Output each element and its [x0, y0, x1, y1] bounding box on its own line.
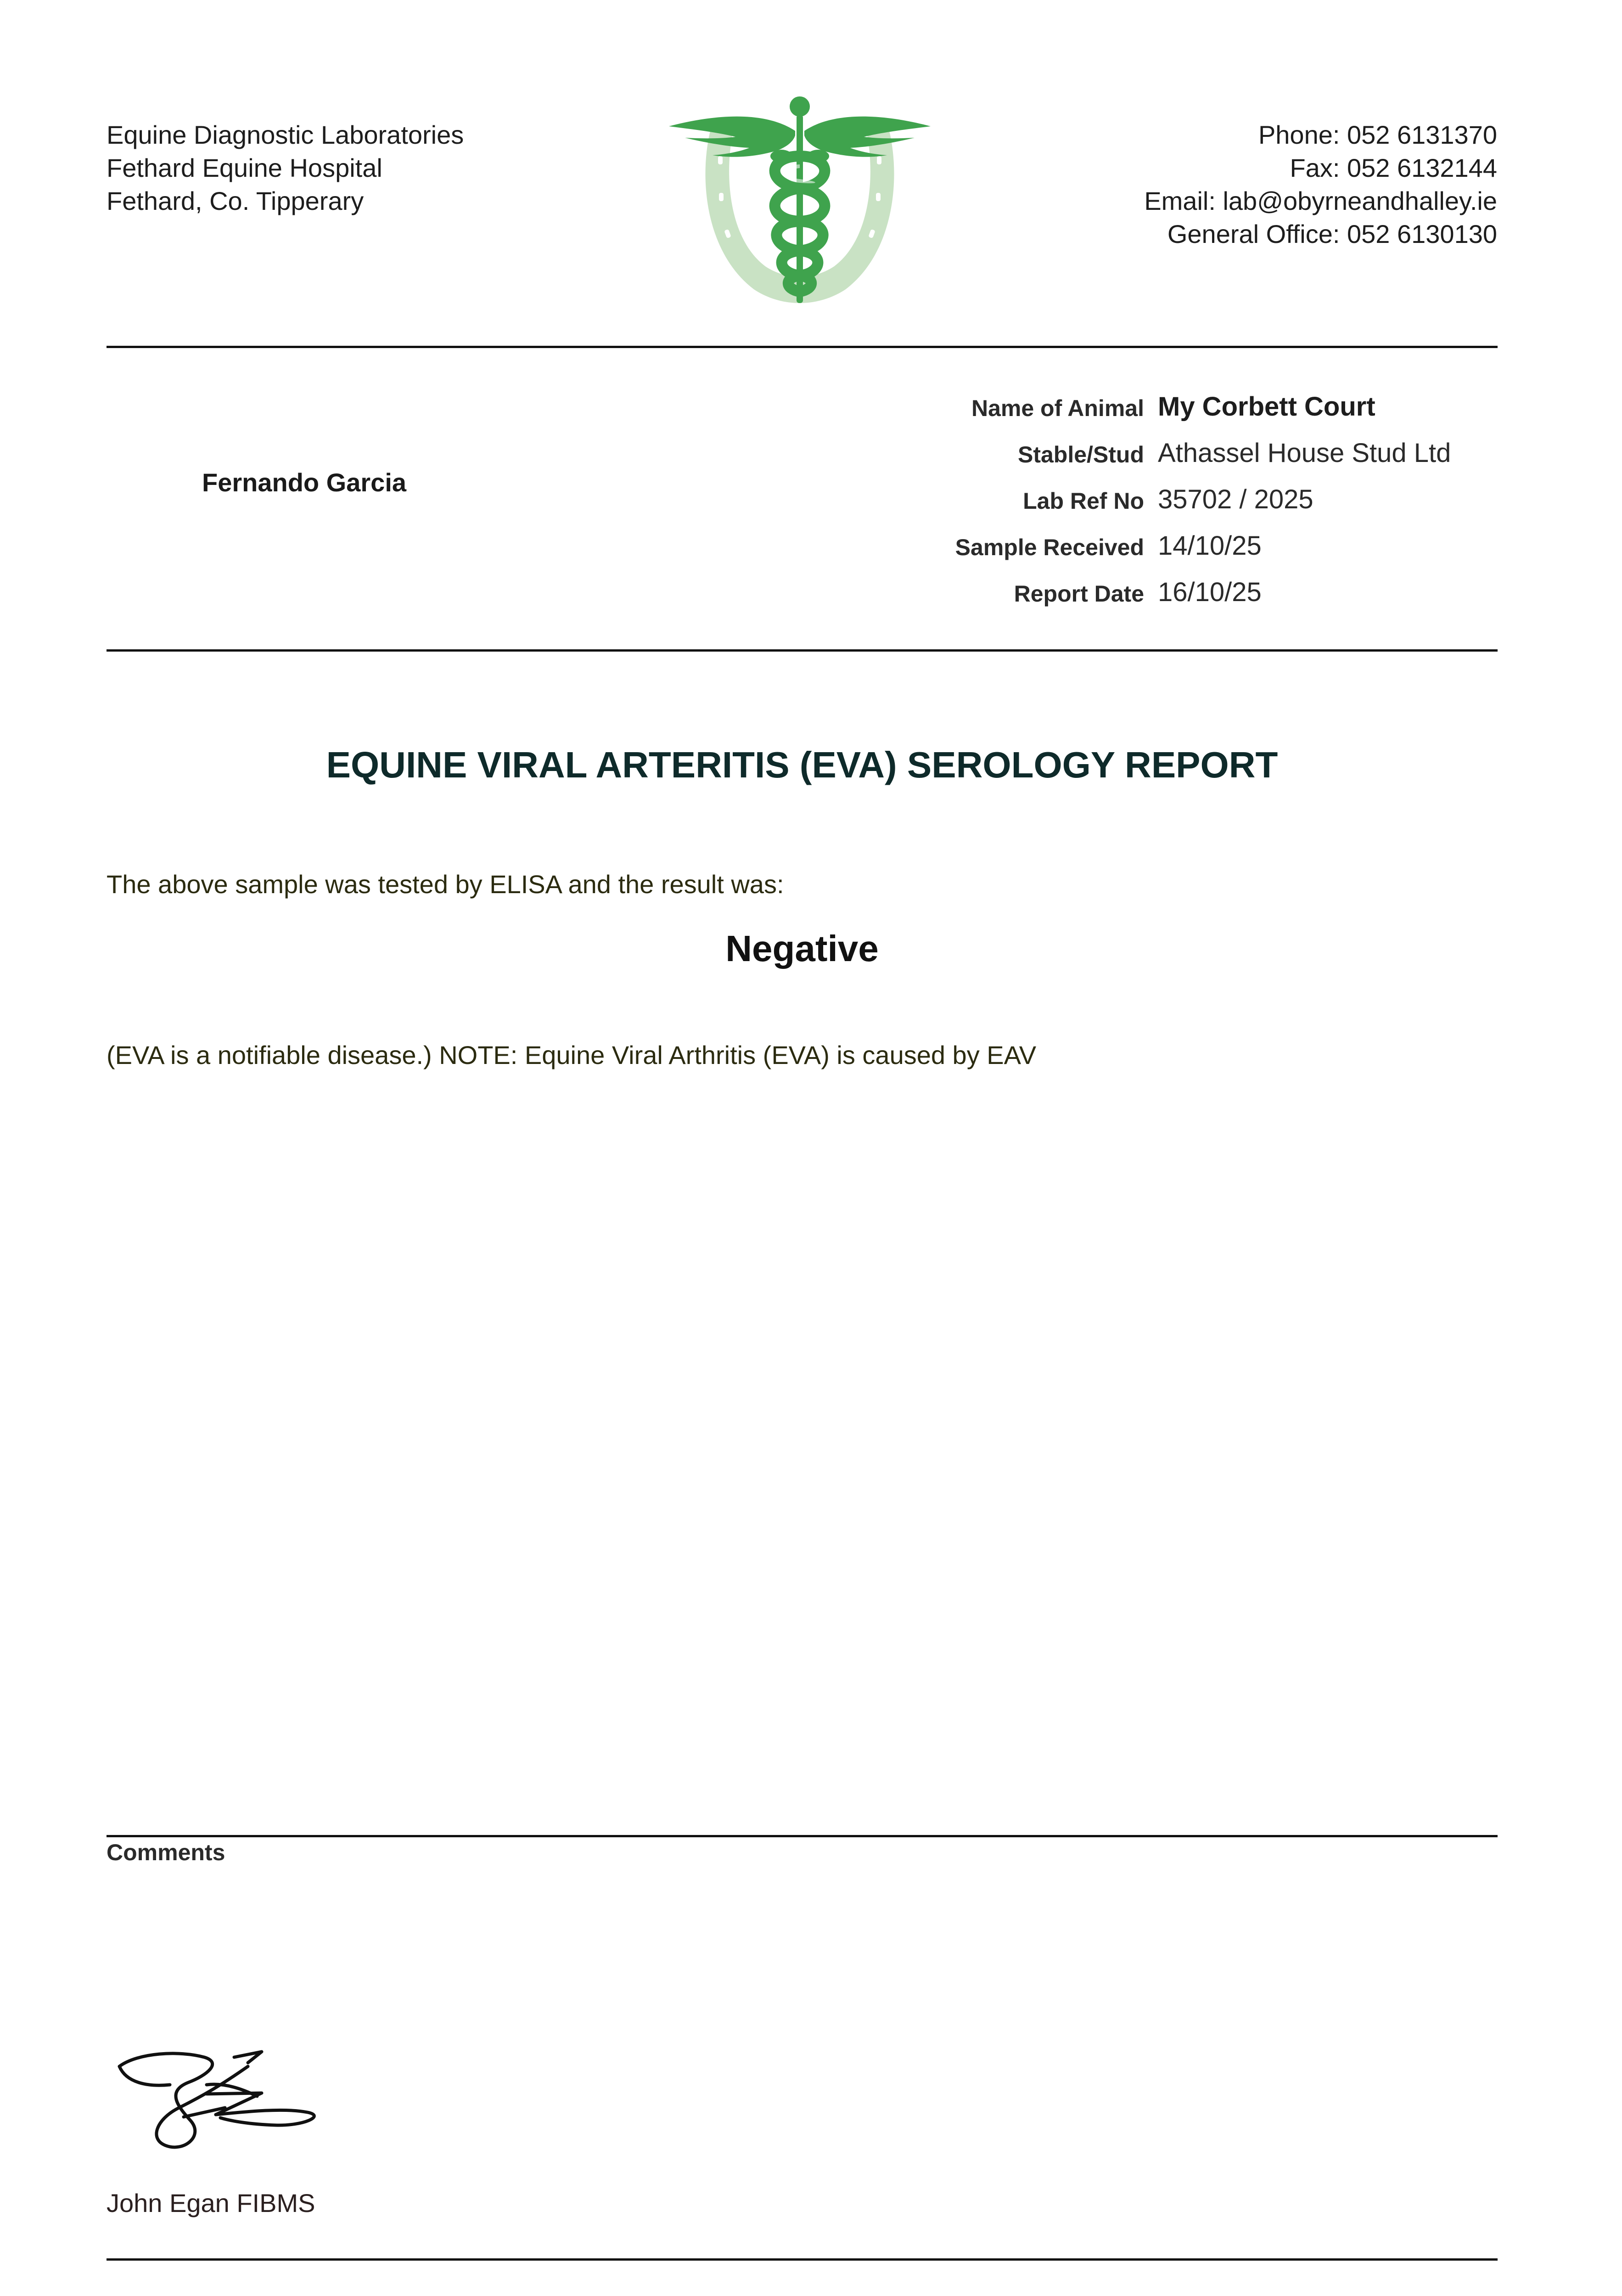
detail-value: 14/10/25 [1158, 531, 1262, 561]
email-address: Email: lab@obyrneandhalley.ie [1144, 186, 1497, 215]
detail-value: My Corbett Court [1158, 392, 1375, 422]
lab-address-line: Fethard Equine Hospital [107, 153, 382, 182]
detail-label: Report Date [1014, 581, 1144, 607]
sample-details [872, 391, 1498, 623]
comments-divider [107, 1835, 1498, 1837]
footer-divider [107, 2258, 1498, 2261]
detail-row-stable [872, 438, 1498, 484]
report-title: EQUINE VIRAL ARTERITIS (EVA) SEROLOGY REPORT [326, 744, 1278, 785]
detail-row-animal [872, 391, 1498, 438]
fax-number: Fax: 052 6132144 [1290, 153, 1497, 182]
contact-info [1144, 118, 1497, 251]
lab-address-line: Equine Diagnostic Laboratories [107, 120, 464, 149]
detail-label: Sample Received [955, 535, 1144, 560]
detail-label: Name of Animal [971, 395, 1144, 421]
signer-name: John Egan FIBMS [107, 2189, 315, 2217]
detail-value: 35702 / 2025 [1158, 484, 1313, 514]
detail-row-sample-received [872, 530, 1498, 577]
test-result: Negative [725, 928, 879, 969]
test-method-text: The above sample was tested by ELISA and the result was: [107, 870, 784, 899]
detail-value: Athassel House Stud Ltd [1158, 438, 1451, 468]
handwritten-signature [110, 2039, 349, 2158]
phone-number: Phone: 052 6131370 [1258, 120, 1497, 149]
caduceus-horseshoe-icon [667, 87, 933, 317]
details-divider [107, 649, 1498, 652]
detail-value: 16/10/25 [1158, 577, 1262, 607]
detail-row-report-date [872, 577, 1498, 623]
comments-heading: Comments [107, 1840, 225, 1865]
office-number: General Office: 052 6130130 [1167, 219, 1497, 248]
disease-note: (EVA is a notifiable disease.) NOTE: Equine Viral Arthritis (EVA) is caused by EAV [107, 1041, 1037, 1069]
client-name: Fernando Garcia [202, 468, 407, 497]
detail-row-lab-ref [872, 484, 1498, 530]
detail-label: Lab Ref No [1023, 488, 1144, 514]
lab-address [107, 118, 464, 218]
lab-address-line: Fethard, Co. Tipperary [107, 186, 364, 215]
detail-label: Stable/Stud [1017, 442, 1144, 467]
header-divider [107, 346, 1498, 348]
